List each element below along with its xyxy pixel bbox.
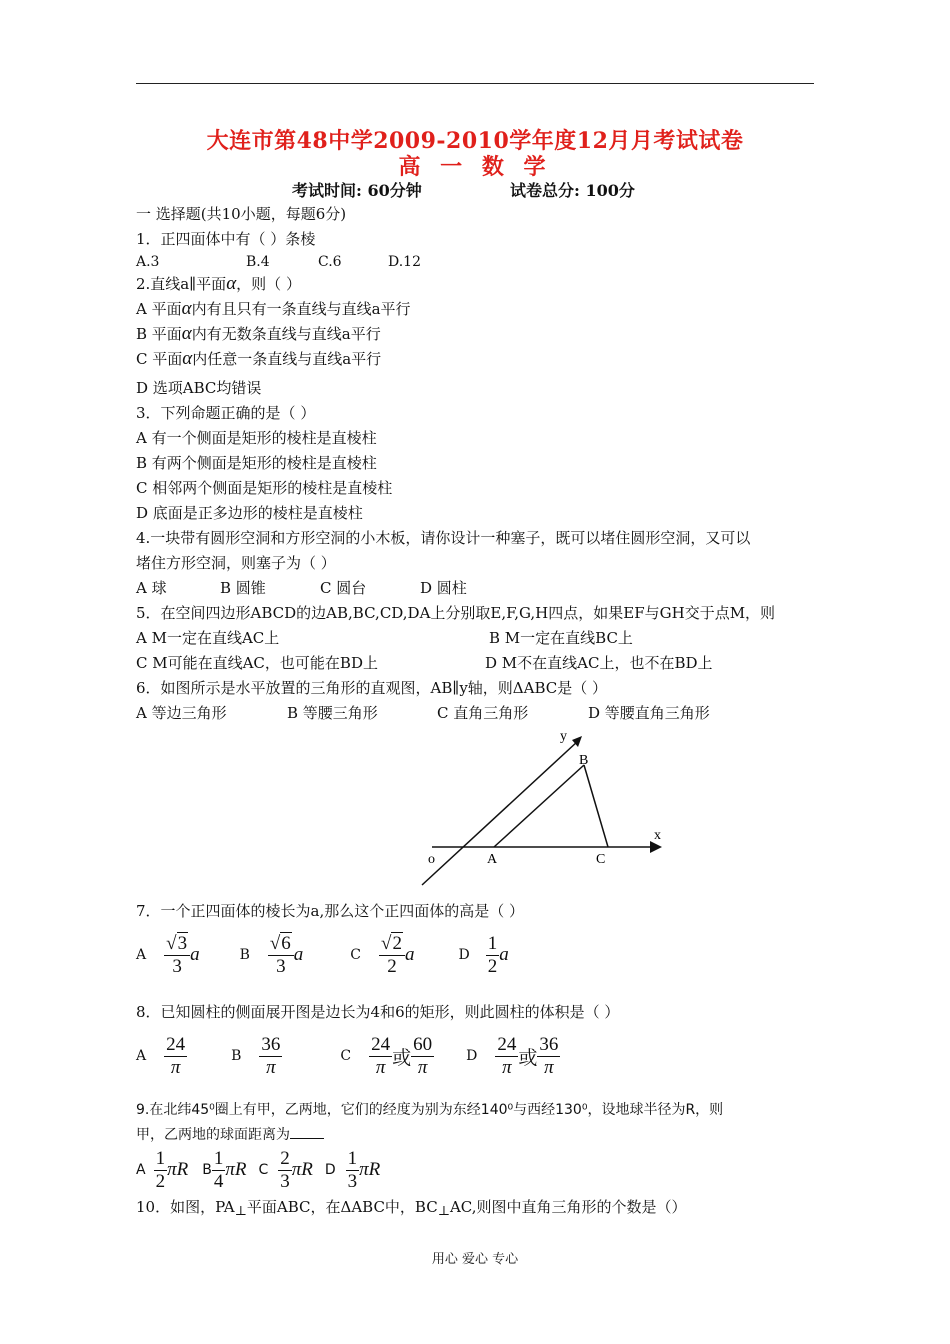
- q9-option-d: $\frac{1}{3}$: [347, 1148, 358, 1192]
- q3-option-c: C 相邻两个侧面是矩形的棱柱是直棱柱: [136, 479, 393, 497]
- q9-stem-line1: 9.在北纬45⁰圈上有甲，乙两地，它们的经度为别为东经140⁰与西经130⁰，设地球半径为R，则: [136, 1102, 724, 1118]
- q7-options: A $\frac{√3}{3}$ a B $\frac{√6}{3}$ a C $\frac{√2}{2}$ a D $\frac{1}{2}$ a: [136, 933, 509, 977]
- q8-label-c: C: [340, 1048, 352, 1065]
- q8-label-a: A: [136, 1048, 147, 1065]
- q9-answer-blank: [290, 1124, 324, 1139]
- q8-option-c-first: $\frac{24}{\pi}$: [371, 1034, 391, 1078]
- q5-option-a: A M一定在直线AC上: [136, 629, 280, 647]
- exam-subject: 高 一 数 学: [398, 154, 552, 180]
- y-axis: [422, 741, 578, 885]
- q7-option-a: $\frac{√3}{3}$: [164, 933, 190, 978]
- q2-option-b: B 平面α内有无数条直线与直线a平行: [136, 323, 381, 344]
- exam-score: 试卷总分: 100分: [510, 181, 635, 200]
- q6-stem: 6．如图所示是水平放置的三角形的直观图，AB∥y轴，则ΔABC是（ ）: [136, 679, 608, 697]
- q6-option-c: C 直角三角形: [437, 704, 529, 722]
- q3-option-a: A 有一个侧面是矩形的棱柱是直棱柱: [136, 429, 377, 447]
- exam-time: 考试时间: 60分钟: [292, 181, 422, 200]
- q6-option-b: B 等腰三角形: [287, 704, 378, 722]
- q9-option-c: $\frac{2}{3}$: [280, 1148, 290, 1192]
- q7-label-c: C: [350, 947, 362, 964]
- q9-option-a: $\frac{1}{2}$: [155, 1148, 166, 1192]
- label-o: o: [428, 852, 435, 867]
- q4-stem-line2: 堵住方形空洞，则塞子为（ ）: [136, 554, 336, 572]
- q3-option-b: B 有两个侧面是矩形的棱柱是直棱柱: [136, 454, 377, 472]
- q6-diagram: [410, 725, 670, 890]
- segment-bc: [584, 765, 608, 847]
- q2-option-c: C 平面α内任意一条直线与直线a平行: [136, 348, 382, 369]
- q5-option-c: C M可能在直线AC，也可能在BD上: [136, 654, 378, 672]
- q8-option-d-second: $\frac{36}{\pi}$: [539, 1034, 559, 1078]
- q1-stem: 1．正四面体中有（ ）条棱: [136, 230, 316, 248]
- q7-stem: 7．一个正四面体的棱长为a,那么这个正四面体的高是（ ）: [136, 902, 525, 920]
- q5-option-b: B M一定在直线BC上: [489, 629, 633, 647]
- perp-symbol: ⊥: [234, 1204, 247, 1219]
- label-x: x: [654, 828, 661, 843]
- q9-label-c: C: [258, 1162, 269, 1179]
- q6-option-d: D 等腰直角三角形: [588, 704, 710, 722]
- q4-option-c: C 圆台: [320, 579, 367, 597]
- q8-options: A $\frac{24}{\pi}$ B $\frac{36}{\pi}$ C $\frac{24}{\pi}$ 或 $\frac{60}{\pi}$ D $\frac{24}{\pi}$ 或 $\frac{36}{\pi}$: [136, 1034, 559, 1078]
- q8-stem: 8．已知圆柱的侧面展开图是边长为4和6的矩形，则此圆柱的体积是（ ）: [136, 1003, 620, 1021]
- q4-option-b: B 圆锥: [220, 579, 266, 597]
- q3-stem: 3．下列命题正确的是（ ）: [136, 404, 316, 422]
- q1-option-b: B.4: [246, 254, 270, 270]
- q5-option-d: D M不在直线AC上，也不在BD上: [485, 654, 713, 672]
- q8-option-b: $\frac{36}{\pi}$: [261, 1034, 281, 1078]
- q6-option-a: A 等边三角形: [136, 704, 227, 722]
- q9-label-b: B: [202, 1162, 212, 1179]
- q4-option-d: D 圆柱: [420, 579, 467, 597]
- q1-option-a: A.3: [136, 254, 160, 270]
- q2-stem: 2.直线a∥平面α，则（ ）: [136, 273, 301, 294]
- q8-option-d-first: $\frac{24}{\pi}$: [497, 1034, 517, 1078]
- q7-label-d: D: [458, 947, 470, 964]
- q4-option-a: A 球: [136, 579, 167, 597]
- q9-stem-line2: 甲，乙两地的球面距离为: [136, 1124, 324, 1144]
- q1-option-c: C.6: [318, 254, 342, 270]
- q4-stem-line1: 4.一块带有圆形空洞和方形空洞的小木板，请你设计一种塞子，既可以堵住圆形空洞，又可以: [136, 529, 751, 547]
- label-b: B: [579, 753, 589, 768]
- q8-label-d: D: [466, 1048, 478, 1065]
- q9-label-d: D: [324, 1162, 336, 1179]
- section-heading: 一 选择题(共10小题，每题6分): [136, 205, 347, 223]
- q9-option-b: $\frac{1}{4}$: [213, 1148, 224, 1192]
- label-a: A: [487, 852, 498, 867]
- q7-option-b: $\frac{√6}{3}$: [268, 933, 294, 978]
- q9-options: A $\frac{1}{2}$ πR B $\frac{1}{4}$ πR C $\frac{2}{3}$ πR D $\frac{1}{3}$ πR: [136, 1148, 381, 1192]
- exam-title: 大连市第48中学2009-2010学年度12月月考试试卷: [206, 128, 744, 154]
- q10-stem: 10．如图，PA⊥平面ABC，在ΔABC中，BC⊥AC,则图中直角三角形的个数是（）: [136, 1198, 687, 1219]
- q1-option-d: D.12: [388, 254, 421, 270]
- q9-label-a: A: [136, 1162, 146, 1179]
- q8-option-a: $\frac{24}{\pi}$: [166, 1034, 186, 1078]
- page-footer: 用心 爱心 专心: [431, 1252, 519, 1267]
- q3-option-d: D 底面是正多边形的棱柱是直棱柱: [136, 504, 363, 522]
- q8-option-c-second: $\frac{60}{\pi}$: [413, 1034, 433, 1078]
- q7-label-b: B: [239, 947, 250, 964]
- top-rule: [136, 83, 814, 84]
- q7-option-d: $\frac{1}{2}$: [487, 933, 498, 977]
- q7-label-a: A: [136, 947, 147, 964]
- q7-option-c: $\frac{√2}{2}$: [379, 933, 405, 978]
- q2-option-a: A 平面α内有且只有一条直线与直线a平行: [136, 298, 411, 319]
- q5-stem: 5．在空间四边形ABCD的边AB,BC,CD,DA上分别取E,F,G,H四点，如果EF与GH交于点M，则: [136, 604, 776, 622]
- label-c: C: [596, 852, 606, 867]
- label-y: y: [560, 729, 567, 744]
- q8-label-b: B: [231, 1048, 242, 1065]
- alpha-symbol: α: [226, 273, 237, 294]
- q2-option-d: D 选项ABC均错误: [136, 379, 262, 397]
